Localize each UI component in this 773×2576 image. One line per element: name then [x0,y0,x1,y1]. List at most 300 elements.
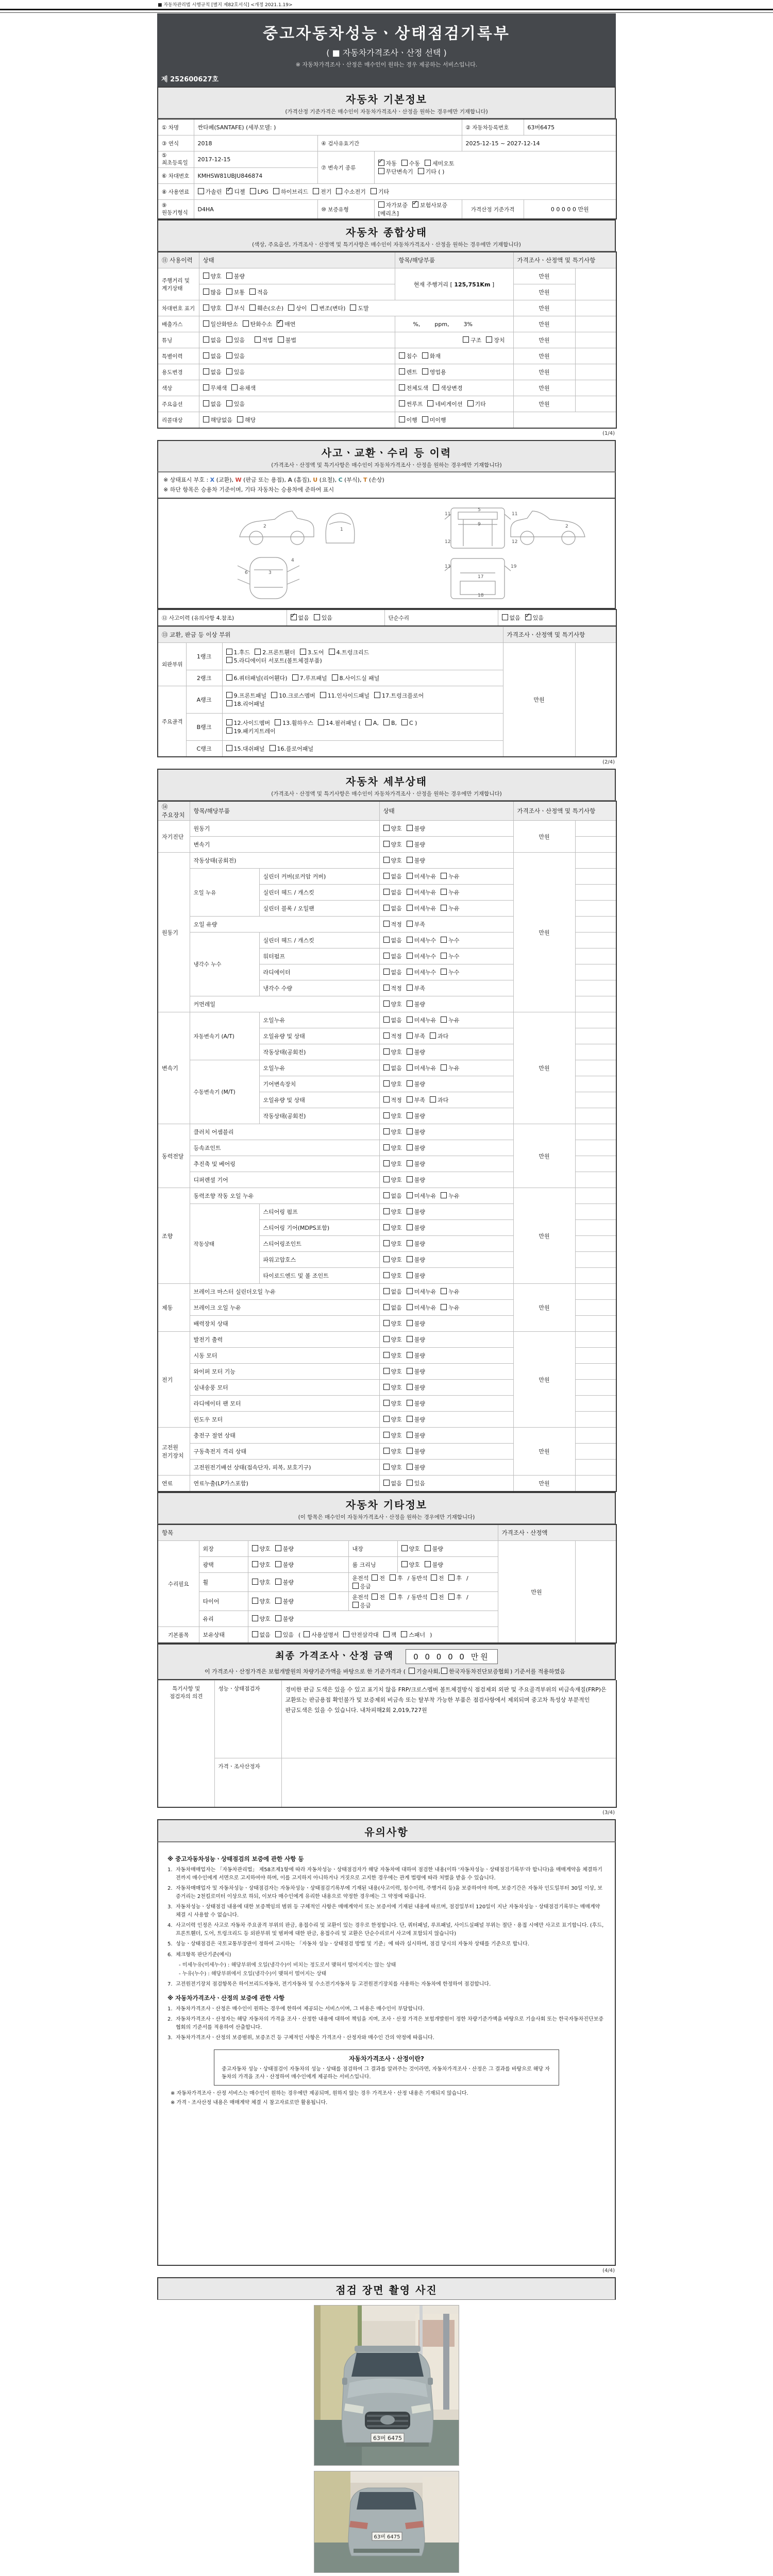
checkbox-option[interactable] [407,1351,425,1360]
checkbox-icon[interactable] [226,336,232,343]
checkbox-option[interactable] [383,1631,397,1639]
checkbox-icon[interactable] [352,1602,359,1608]
checkbox-icon[interactable] [383,1112,390,1118]
checkbox-option[interactable] [374,691,424,700]
checkbox-option[interactable] [383,1192,402,1200]
checkbox-option[interactable] [383,1399,402,1408]
checkbox-icon[interactable] [383,857,390,863]
checkbox-option[interactable] [372,1593,385,1601]
checkbox-icon[interactable] [407,825,413,831]
checkbox-icon[interactable] [399,368,405,375]
checkbox-icon[interactable] [441,873,447,879]
checkbox-icon[interactable] [243,320,249,327]
checkbox-option[interactable] [226,400,245,408]
checkbox-icon[interactable] [407,1352,413,1358]
checkbox-option[interactable] [422,416,446,424]
checkbox-option[interactable] [231,384,256,392]
checkbox-option[interactable] [407,952,436,960]
checkbox-icon[interactable] [383,873,390,879]
checkbox-option[interactable] [252,1561,271,1569]
checkbox-icon[interactable] [252,1631,258,1637]
checkbox-option[interactable] [275,1578,294,1586]
checkbox-option[interactable] [383,1032,402,1040]
checkbox-option[interactable] [383,1000,402,1008]
checkbox-option[interactable] [372,1574,385,1582]
checkbox-option[interactable] [383,856,402,865]
checkbox-option[interactable] [407,1048,425,1056]
checkbox-icon[interactable] [203,384,209,391]
checkbox-icon[interactable] [252,1561,258,1567]
checkbox-option[interactable] [407,1160,425,1168]
checkbox-icon[interactable] [407,1416,413,1422]
checkbox-icon[interactable] [407,953,413,959]
checkbox-option[interactable] [407,856,425,865]
checkbox-icon[interactable] [336,188,342,194]
checkbox-icon[interactable] [311,304,317,311]
checkbox-icon[interactable] [407,1240,413,1246]
checkbox-icon[interactable] [407,1288,413,1294]
checkbox-option[interactable] [270,744,314,753]
checkbox-option[interactable] [226,700,265,708]
checkbox-icon[interactable] [407,1208,413,1214]
checkbox-option[interactable] [401,159,420,167]
checkbox-icon[interactable] [441,1192,447,1198]
checkbox-icon[interactable] [383,1368,390,1374]
checkbox-option[interactable] [336,188,366,196]
checkbox-icon[interactable] [407,1160,413,1166]
checkbox-option[interactable] [441,1064,459,1072]
checkbox-option[interactable] [292,674,327,682]
checkbox-option[interactable] [318,719,361,727]
checkbox-icon[interactable] [425,1545,431,1551]
checkbox-option[interactable] [407,1287,436,1296]
checkbox-icon[interactable] [383,1336,390,1342]
checkbox-option[interactable] [409,1667,440,1675]
checkbox-option[interactable] [226,352,245,360]
checkbox-option[interactable] [407,1176,425,1184]
checkbox-icon[interactable] [275,1579,281,1585]
checkbox-icon[interactable] [313,188,319,194]
checkbox-checked-icon[interactable] [378,160,384,166]
checkbox-icon[interactable] [407,1304,413,1310]
checkbox-option[interactable] [383,824,402,833]
checkbox-icon[interactable] [275,1631,281,1637]
checkbox-icon[interactable] [407,1464,413,1470]
checkbox-icon[interactable] [275,719,281,725]
checkbox-option[interactable] [275,719,313,727]
checkbox-option[interactable] [378,201,408,209]
checkbox-option[interactable] [407,1431,425,1439]
checkbox-option[interactable] [422,352,441,360]
checkbox-option[interactable] [352,1582,371,1590]
checkbox-option[interactable] [407,1335,425,1344]
checkbox-icon[interactable] [383,1400,390,1406]
checkbox-icon[interactable] [273,188,279,194]
checkbox-option[interactable] [390,1574,403,1582]
checkbox-icon[interactable] [401,160,408,166]
checkbox-icon[interactable] [430,1096,436,1103]
checkbox-icon[interactable] [407,1096,413,1103]
checkbox-icon[interactable] [383,1144,390,1150]
checkbox-option[interactable] [383,1351,402,1360]
checkbox-option[interactable] [407,1096,425,1104]
checkbox-icon[interactable] [407,1400,413,1406]
checkbox-option[interactable] [383,920,402,928]
checkbox-option[interactable] [383,1160,402,1168]
checkbox-icon[interactable] [255,649,261,655]
checkbox-checked-icon[interactable] [525,614,531,620]
checkbox-icon[interactable] [203,416,209,422]
checkbox-icon[interactable] [203,273,209,279]
checkbox-icon[interactable] [407,857,413,863]
checkbox-option[interactable] [407,1319,425,1328]
checkbox-option[interactable] [383,1144,402,1152]
checkbox-option[interactable] [383,872,402,880]
checkbox-icon[interactable] [383,953,390,959]
checkbox-icon[interactable] [250,188,256,194]
checkbox-icon[interactable] [441,1304,447,1310]
checkbox-option[interactable] [383,1224,402,1232]
checkbox-option[interactable] [226,744,265,753]
checkbox-option[interactable] [275,1561,294,1569]
checkbox-icon[interactable] [226,745,232,751]
checkbox-icon[interactable] [407,1080,413,1087]
checkbox-icon[interactable] [399,416,405,422]
checkbox-option[interactable] [383,1208,402,1216]
checkbox-icon[interactable] [441,889,447,895]
checkbox-option[interactable] [365,719,379,726]
checkbox-icon[interactable] [318,719,324,725]
checkbox-option[interactable] [407,904,436,912]
checkbox-checked-icon[interactable] [291,614,297,620]
checkbox-option[interactable] [407,1463,425,1471]
checkbox-icon[interactable] [407,1064,413,1071]
checkbox-icon[interactable] [407,1448,413,1454]
checkbox-icon[interactable] [226,692,232,698]
checkbox-icon[interactable] [275,1615,281,1621]
checkbox-icon[interactable] [383,841,390,847]
checkbox-icon[interactable] [249,304,256,311]
checkbox-option[interactable] [300,648,324,656]
checkbox-icon[interactable] [407,1112,413,1118]
checkbox-icon[interactable] [390,1594,396,1600]
checkbox-icon[interactable] [441,1288,447,1294]
checkbox-option[interactable] [226,288,245,296]
checkbox-icon[interactable] [425,1561,431,1567]
checkbox-option[interactable] [383,968,402,976]
checkbox-icon[interactable] [407,1480,413,1486]
checkbox-option[interactable] [383,1319,402,1328]
checkbox-option[interactable] [425,159,455,167]
checkbox-option[interactable] [401,719,417,726]
checkbox-icon[interactable] [378,168,384,174]
checkbox-option[interactable] [203,288,222,296]
checkbox-icon[interactable] [383,1064,390,1071]
checkbox-option[interactable] [255,336,273,344]
checkbox-icon[interactable] [383,921,390,927]
checkbox-icon[interactable] [270,745,276,751]
checkbox-option[interactable] [383,1256,402,1264]
checkbox-icon[interactable] [390,1574,396,1581]
checkbox-option[interactable] [313,188,331,196]
checkbox-icon[interactable] [433,384,439,391]
checkbox-icon[interactable] [329,649,335,655]
checkbox-icon[interactable] [271,692,277,698]
checkbox-option[interactable] [350,304,368,312]
checkbox-icon[interactable] [332,674,338,681]
checkbox-option[interactable] [343,1631,378,1639]
checkbox-option[interactable] [407,1208,425,1216]
checkbox-icon[interactable] [252,1579,258,1585]
checkbox-icon[interactable] [314,614,320,620]
checkbox-icon[interactable] [252,1598,258,1604]
checkbox-option[interactable] [252,1597,271,1605]
checkbox-option[interactable] [407,1144,425,1152]
checkbox-option[interactable] [425,1545,443,1553]
checkbox-option[interactable] [226,656,322,665]
checkbox-icon[interactable] [407,1016,413,1023]
checkbox-option[interactable] [329,648,369,656]
checkbox-icon[interactable] [352,1583,359,1589]
checkbox-option[interactable] [383,840,402,849]
checkbox-icon[interactable] [383,719,390,725]
checkbox-option[interactable] [332,674,380,682]
checkbox-icon[interactable] [383,1432,390,1438]
checkbox-icon[interactable] [407,1224,413,1230]
checkbox-option[interactable] [407,1224,425,1232]
checkbox-option[interactable] [378,159,397,167]
checkbox-option[interactable] [383,1096,402,1104]
checkbox-icon[interactable] [383,1272,390,1278]
checkbox-icon[interactable] [383,1480,390,1486]
checkbox-option[interactable] [407,824,425,833]
checkbox-option[interactable] [448,1593,462,1601]
checkbox-icon[interactable] [407,889,413,895]
checkbox-option[interactable] [226,691,267,700]
checkbox-option[interactable] [418,167,445,176]
checkbox-option[interactable] [383,1383,402,1392]
checkbox-option[interactable] [407,1080,425,1088]
checkbox-icon[interactable] [407,1272,413,1278]
checkbox-icon[interactable] [383,1032,390,1039]
checkbox-icon[interactable] [371,188,377,194]
checkbox-checked-icon[interactable] [412,201,418,208]
checkbox-option[interactable] [407,1272,425,1280]
checkbox-icon[interactable] [226,649,232,655]
checkbox-option[interactable] [383,1272,402,1280]
checkbox-icon[interactable] [407,1320,413,1326]
checkbox-option[interactable] [252,1545,271,1553]
checkbox-option[interactable] [203,352,222,360]
checkbox-option[interactable] [441,1303,459,1312]
checkbox-icon[interactable] [203,289,209,295]
checkbox-icon[interactable] [226,352,232,359]
checkbox-icon[interactable] [441,1668,447,1674]
checkbox-icon[interactable] [383,1224,390,1230]
checkbox-option[interactable] [431,1593,444,1601]
checkbox-option[interactable] [250,188,268,195]
checkbox-icon[interactable] [407,873,413,879]
checkbox-option[interactable] [198,188,222,196]
checkbox-option[interactable] [463,336,481,344]
checkbox-option[interactable] [407,1032,425,1040]
checkbox-icon[interactable] [278,336,284,343]
checkbox-option[interactable] [226,304,245,312]
checkbox-icon[interactable] [422,368,428,375]
checkbox-icon[interactable] [320,692,326,698]
checkbox-icon[interactable] [226,719,232,725]
checkbox-icon[interactable] [407,1256,413,1262]
checkbox-option[interactable] [311,304,345,312]
checkbox-option[interactable] [203,336,222,344]
checkbox-icon[interactable] [365,719,372,725]
checkbox-icon[interactable] [407,1336,413,1342]
checkbox-option[interactable] [441,1192,459,1200]
checkbox-icon[interactable] [383,1128,390,1134]
checkbox-option[interactable] [407,1447,425,1455]
checkbox-icon[interactable] [226,727,232,734]
checkbox-icon[interactable] [425,160,431,166]
checkbox-option[interactable] [252,1631,271,1639]
checkbox-option[interactable] [203,400,222,408]
checkbox-icon[interactable] [441,969,447,975]
checkbox-option[interactable] [383,1287,402,1296]
checkbox-option[interactable] [226,272,245,280]
checkbox-option[interactable] [441,888,459,896]
checkbox-icon[interactable] [407,905,413,911]
checkbox-option[interactable] [320,691,369,700]
checkbox-option[interactable] [203,272,222,280]
checkbox-option[interactable] [383,1128,402,1136]
checkbox-icon[interactable] [226,289,232,295]
checkbox-icon[interactable] [374,692,380,698]
checkbox-option[interactable] [407,872,436,880]
checkbox-icon[interactable] [237,416,243,422]
checkbox-icon[interactable] [407,937,413,943]
checkbox-icon[interactable] [203,352,209,359]
checkbox-option[interactable] [441,1287,459,1296]
checkbox-option[interactable] [383,984,402,992]
checkbox-icon[interactable] [383,1464,390,1470]
checkbox-icon[interactable] [372,1594,378,1600]
checkbox-option[interactable] [407,1064,436,1072]
checkbox-option[interactable] [275,1545,294,1553]
checkbox-icon[interactable] [407,985,413,991]
checkbox-icon[interactable] [378,201,384,208]
checkbox-icon[interactable] [383,1320,390,1326]
checkbox-option[interactable] [243,320,273,328]
checkbox-option[interactable] [407,840,425,849]
checkbox-icon[interactable] [401,1545,408,1551]
checkbox-option[interactable] [399,384,429,392]
checkbox-option[interactable] [441,904,459,912]
checkbox-option[interactable] [275,1615,294,1623]
checkbox-option[interactable] [441,872,459,880]
checkbox-option[interactable] [383,904,402,912]
checkbox-option[interactable] [407,1367,425,1376]
checkbox-icon[interactable] [383,1001,390,1007]
checkbox-option[interactable] [383,888,402,896]
checkbox-icon[interactable] [226,700,232,706]
checkbox-icon[interactable] [441,1016,447,1023]
checkbox-icon[interactable] [252,1615,258,1621]
checkbox-option[interactable] [407,1479,425,1487]
checkbox-option[interactable] [255,648,295,656]
checkbox-icon[interactable] [407,1001,413,1007]
checkbox-option[interactable] [401,1631,425,1639]
checkbox-icon[interactable] [448,1574,455,1581]
checkbox-option[interactable] [383,1176,402,1184]
checkbox-option[interactable] [441,1016,459,1024]
checkbox-icon[interactable] [407,1032,413,1039]
checkbox-icon[interactable] [401,1631,407,1637]
checkbox-option[interactable] [401,1545,420,1553]
checkbox-icon[interactable] [407,921,413,927]
checkbox-option[interactable] [226,188,245,196]
checkbox-icon[interactable] [383,1192,390,1198]
checkbox-icon[interactable] [407,1384,413,1390]
checkbox-option[interactable] [441,1667,509,1675]
checkbox-icon[interactable] [252,1545,258,1551]
checkbox-icon[interactable] [343,1631,349,1637]
checkbox-icon[interactable] [203,336,209,343]
checkbox-icon[interactable] [383,1240,390,1246]
checkbox-option[interactable] [383,1463,402,1471]
checkbox-option[interactable] [383,1447,402,1455]
checkbox-icon[interactable] [383,1080,390,1087]
checkbox-option[interactable] [226,336,245,344]
checkbox-option[interactable] [407,1415,425,1423]
checkbox-icon[interactable] [383,1288,390,1294]
checkbox-option[interactable] [383,1240,402,1248]
checkbox-icon[interactable] [407,1176,413,1182]
checkbox-checked-icon[interactable] [226,188,232,194]
checkbox-icon[interactable] [383,1208,390,1214]
checkbox-option[interactable] [252,1578,271,1586]
checkbox-icon[interactable] [226,657,232,663]
checkbox-icon[interactable] [288,304,294,311]
checkbox-icon[interactable] [409,1668,415,1674]
checkbox-option[interactable] [273,188,308,196]
checkbox-option[interactable] [407,1000,425,1008]
checkbox-icon[interactable] [383,1048,390,1055]
checkbox-option[interactable] [314,614,332,622]
checkbox-option[interactable] [275,1597,294,1605]
checkbox-option[interactable] [407,1128,425,1136]
checkbox-icon[interactable] [407,1432,413,1438]
checkbox-icon[interactable] [383,969,390,975]
checkbox-option[interactable] [383,1016,402,1024]
checkbox-option[interactable] [407,1383,425,1392]
checkbox-icon[interactable] [383,825,390,831]
checkbox-option[interactable] [407,1303,436,1312]
checkbox-option[interactable] [407,888,436,896]
checkbox-option[interactable] [278,336,296,344]
checkbox-option[interactable] [383,1080,402,1088]
checkbox-icon[interactable] [203,320,209,327]
checkbox-icon[interactable] [226,674,232,681]
checkbox-option[interactable] [237,416,256,424]
checkbox-icon[interactable] [399,384,405,391]
checkbox-icon[interactable] [422,352,428,359]
checkbox-option[interactable] [431,1574,444,1582]
checkbox-icon[interactable] [203,400,209,406]
checkbox-icon[interactable] [383,905,390,911]
checkbox-icon[interactable] [203,304,209,311]
checkbox-icon[interactable] [441,905,447,911]
checkbox-option[interactable] [383,1303,402,1312]
checkbox-option[interactable] [271,691,315,700]
